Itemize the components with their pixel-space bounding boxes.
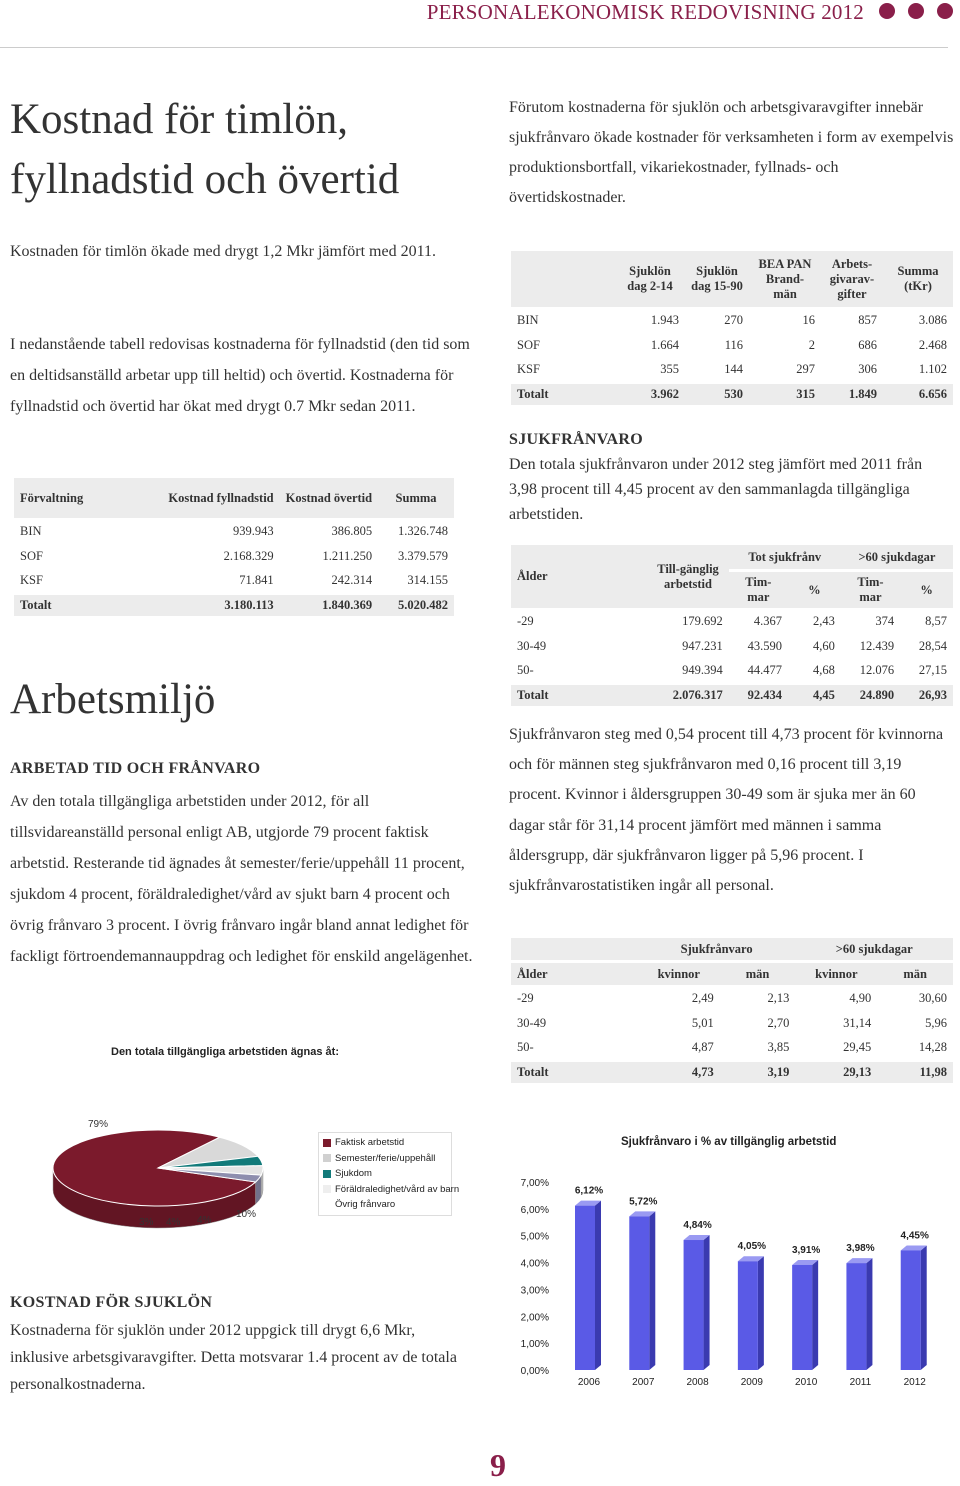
sjuklon-paragraph: Kostnaderna för sjuklön under 2012 uppgick till drygt 6,6 Mkr, inklusive arbetsgivaravgifter. Detta motsvarar 1.4 procent av de totala personalkostnaderna. [10, 1322, 457, 1393]
legend-item [323, 1151, 447, 1167]
table-cell: 4,87 [638, 1037, 720, 1059]
table-cell: 2 [749, 335, 821, 357]
sick-pay-header-cell: BEA PAN Brand-män [749, 251, 821, 307]
sick-pay-header-cell: Arbets-givarav-gifter [821, 251, 883, 307]
pie-value-label: 79% [88, 1119, 109, 1130]
table-cell: 949.394 [647, 660, 728, 682]
pie-value-label: 4% [197, 1215, 212, 1226]
legend-swatch [323, 1154, 331, 1162]
table-cell: 50- [511, 1037, 638, 1059]
bar-side [595, 1201, 601, 1370]
subhead-sjukfranvaro: SJUKFRÅNVARO [509, 431, 643, 448]
table-cell: 144 [685, 359, 749, 381]
table-cell: 12.076 [841, 660, 900, 682]
table-row [511, 359, 953, 381]
pie-value-label: 4% [166, 1217, 181, 1228]
legend-label: Föräldraledighet/vård av barn [335, 1183, 460, 1195]
table-cell: 5.020.482 [378, 595, 454, 617]
gender-table [511, 935, 953, 1086]
table-cell: 2,43 [788, 611, 841, 633]
page-title [10, 90, 490, 210]
pie-chart [40, 1118, 280, 1238]
table-cell: 1.849 [821, 384, 883, 406]
table-cell: 270 [685, 310, 749, 332]
bar-side [704, 1235, 710, 1370]
table-cell: 4.367 [729, 611, 788, 633]
table-cell: 355 [615, 359, 685, 381]
bar-side [921, 1245, 927, 1370]
table-cell: -29 [511, 988, 638, 1010]
header-title: PERSONALEKONOMISK REDOVISNING 2012 [426, 0, 864, 24]
gender-header-cell: män [877, 963, 953, 985]
table-cell: 3.180.113 [162, 595, 279, 617]
sick-pay-header-cell: Sjuklön dag 2-14 [615, 251, 685, 307]
table-row [14, 570, 454, 592]
table-cell: KSF [14, 570, 162, 592]
table-cell: 3.379.579 [378, 546, 454, 568]
gender-header-cell: >60 sjukdagar [795, 938, 953, 960]
table-cell: 2.168.329 [162, 546, 279, 568]
gender-header-cell: kvinnor [638, 963, 720, 985]
absence-header-cell: Tim-mar [841, 572, 900, 608]
table-cell: 3.086 [883, 310, 953, 332]
legend-item [323, 1182, 460, 1198]
table-row [511, 636, 953, 658]
legend-label: Semester/ferie/uppehåll [335, 1152, 436, 1164]
header-dot-icon [879, 3, 895, 19]
table-row [511, 1037, 953, 1059]
sick-pay-table [511, 248, 953, 408]
table-cell: 16 [749, 310, 821, 332]
y-tick-label: 2,00% [520, 1312, 549, 1324]
table-cell: 116 [685, 335, 749, 357]
table-cell: 12.439 [841, 636, 900, 658]
pie-value-label: 10% [236, 1209, 257, 1220]
table-cell: 1.664 [615, 335, 685, 357]
table-cell: 4,60 [788, 636, 841, 658]
bar-value-label: 4,84% [683, 1220, 712, 1232]
table-row [511, 335, 953, 357]
table-cell: 2,49 [638, 988, 720, 1010]
table-total-row [14, 595, 454, 617]
bar-chart-title: Sjukfrånvaro i % av tillgänglig arbetstid [621, 1136, 837, 1148]
legend-swatch [323, 1170, 331, 1178]
page-title-line2: fyllnadstid och övertid [10, 156, 400, 203]
table-cell: 30-49 [511, 1013, 638, 1035]
page-title-line1: Kostnad för timlön, [10, 96, 348, 143]
table-cell: 5,01 [638, 1013, 720, 1035]
table-cell: 24.890 [841, 685, 900, 707]
table-cell: 1.326.748 [378, 521, 454, 543]
table-cell: 14,28 [877, 1037, 953, 1059]
table-row [14, 521, 454, 543]
y-tick-label: 6,00% [520, 1204, 549, 1216]
absence-header-cell: Tim-mar [729, 572, 788, 608]
cost-header-cell: Kostnad fyllnadstid [162, 478, 279, 518]
table-cell: 297 [749, 359, 821, 381]
absence-header-cell: >60 sjukdagar [841, 545, 953, 569]
x-tick-label: 2007 [632, 1377, 655, 1388]
table-total-row [511, 1062, 953, 1084]
table-row [511, 988, 953, 1010]
table-cell: Totalt [511, 685, 647, 707]
pie-legend [318, 1132, 460, 1216]
absence-header-cell: Tot sjukfrånv [729, 545, 841, 569]
bar-side [758, 1256, 764, 1370]
header [0, 0, 960, 48]
pie-title: Den totala tillgängliga arbetstiden ägnas åt: [111, 1046, 339, 1058]
subhead-kostnad-sjuklon: KOSTNAD FÖR SJUKLÖN [10, 1294, 213, 1311]
table-cell: 2.076.317 [647, 685, 728, 707]
table-cell: 4,73 [638, 1062, 720, 1084]
legend-item [323, 1135, 447, 1151]
table-cell: 26,93 [900, 685, 953, 707]
x-tick-label: 2010 [795, 1377, 818, 1388]
table-cell: 27,15 [900, 660, 953, 682]
table-cell: 306 [821, 359, 883, 381]
legend-label: Övrig frånvaro [335, 1199, 396, 1211]
table-cell: 1.943 [615, 310, 685, 332]
legend-swatch [323, 1185, 331, 1193]
header-dot-icon [908, 3, 924, 19]
bar-value-label: 6,12% [574, 1185, 604, 1197]
table-row [14, 546, 454, 568]
table-cell: 315 [749, 384, 821, 406]
bar-side [866, 1258, 872, 1370]
legend-label: Faktisk arbetstid [335, 1137, 405, 1149]
table-cell: 44.477 [729, 660, 788, 682]
bar-chart [505, 1160, 955, 1400]
y-tick-label: 1,00% [520, 1339, 549, 1351]
table-cell: 31,14 [795, 1013, 877, 1035]
gender-header-cell [511, 938, 638, 960]
table-cell: 939.943 [162, 521, 279, 543]
absence-header-cell: Ålder [511, 545, 647, 608]
x-tick-label: 2006 [577, 1377, 601, 1388]
pie-svg [40, 1118, 280, 1238]
table-cell: 8,57 [900, 611, 953, 633]
bar-2006 [575, 1206, 595, 1370]
table-cell: 30,60 [877, 988, 953, 1010]
cost-header-cell: Förvaltning [14, 478, 162, 518]
table-cell: 4,68 [788, 660, 841, 682]
table-cell: SOF [511, 335, 615, 357]
table-cell: 6.656 [883, 384, 953, 406]
y-tick-label: 4,00% [520, 1258, 549, 1270]
y-tick-label: 3,00% [520, 1285, 549, 1297]
table-cell: 1.102 [883, 359, 953, 381]
absence-header-cell: Till-gänglig arbetstid [647, 545, 728, 608]
table-cell: 11,98 [877, 1062, 953, 1084]
table-cell: -29 [511, 611, 647, 633]
table-cell: 1.211.250 [280, 546, 378, 568]
bar-2010 [792, 1265, 812, 1370]
x-tick-label: 2012 [903, 1377, 926, 1388]
gender-header-cell: Ålder [511, 963, 638, 985]
table-total-row [511, 384, 953, 406]
cost-header-cell: Kostnad övertid [280, 478, 378, 518]
bar-value-label: 5,72% [629, 1196, 658, 1208]
page-number: 9 [490, 1447, 506, 1483]
bar-value-label: 3,91% [791, 1244, 821, 1256]
x-tick-label: 2011 [849, 1377, 872, 1388]
x-tick-label: 2008 [686, 1377, 709, 1388]
table-cell: 386.805 [280, 521, 378, 543]
legend-label: Sjukdom [335, 1168, 372, 1180]
table-cell: 5,96 [877, 1013, 953, 1035]
table-cell: 30-49 [511, 636, 647, 658]
table-cell: 947.231 [647, 636, 728, 658]
table-cell: 28,54 [900, 636, 953, 658]
table-cell: 857 [821, 310, 883, 332]
y-tick-label: 5,00% [520, 1231, 549, 1243]
gender-header-cell: män [720, 963, 796, 985]
cost-header-cell: Summa [378, 478, 454, 518]
intro-paragraph: Förutom kostnaderna för sjuklön och arbetsgivaravgifter innebär sjukfrånvaro ökade kostnader för verksamheten i form av exempelvis produktionsbortfall, vikariekostnader, fyllnads- och övertidskostnader. [509, 99, 954, 206]
table-cell: 3,19 [720, 1062, 796, 1084]
table-cell: Totalt [511, 1062, 638, 1084]
table-cell: 29,45 [795, 1037, 877, 1059]
table-cell: 2,13 [720, 988, 796, 1010]
subhead-arbetad-tid: ARBETAD TID OCH FRÅNVARO [10, 760, 261, 777]
table-cell: 29,13 [795, 1062, 877, 1084]
bar-value-label: 4,05% [737, 1241, 767, 1253]
table-row [511, 611, 953, 633]
table-cell: 2,70 [720, 1013, 796, 1035]
table-cell: 1.840.369 [280, 595, 378, 617]
table-cell: 686 [821, 335, 883, 357]
legend-item [323, 1166, 447, 1182]
table-cell: BIN [14, 521, 162, 543]
table-cell: 4,90 [795, 988, 877, 1010]
timlon-paragraph: Kostnaden för timlön ökade med drygt 1,2 Mkr jämfört med 2011. [10, 243, 436, 260]
pie-value-label: 3% [139, 1217, 154, 1228]
bar-2011 [846, 1263, 866, 1370]
legend-swatch [323, 1201, 331, 1209]
sick-pay-header-cell [511, 251, 615, 307]
bar-side [649, 1211, 655, 1370]
section-title: Arbetsmiljö [10, 676, 216, 723]
cost-table [14, 475, 454, 619]
table-cell: 4,45 [788, 685, 841, 707]
header-divider [0, 47, 948, 48]
fyllnadstid-paragraph: I nedanstående tabell redovisas kostnaderna för fyllnadstid (den tid som en deltidsanställd arbetar upp till heltid) och övertid. Kostnaderna för fyllnadstid och övertid har ökat med drygt 0.7 Mkr sedan 2011. [10, 336, 470, 415]
bar-value-label: 3,98% [846, 1243, 875, 1255]
table-row [511, 1013, 953, 1035]
bar-2007 [629, 1216, 649, 1370]
table-cell: 3.962 [615, 384, 685, 406]
sick-pay-header-cell: Summa (tKr) [883, 251, 953, 307]
table-cell: 92.434 [729, 685, 788, 707]
table-cell: 179.692 [647, 611, 728, 633]
table-cell: KSF [511, 359, 615, 381]
bar-2012 [901, 1250, 921, 1370]
table-cell: 3,85 [720, 1037, 796, 1059]
absence-header-cell: % [900, 572, 953, 608]
bar-2008 [684, 1240, 704, 1370]
table-row [511, 660, 953, 682]
x-tick-label: 2009 [740, 1377, 763, 1388]
y-tick-label: 7,00% [520, 1178, 549, 1189]
table-cell: 43.590 [729, 636, 788, 658]
y-tick-label: 0,00% [520, 1366, 549, 1377]
gender-header-cell: Sjukfrånvaro [638, 938, 796, 960]
legend-swatch [323, 1139, 331, 1147]
table-cell: BIN [511, 310, 615, 332]
table-cell: 530 [685, 384, 749, 406]
bar-2009 [738, 1261, 758, 1370]
table-cell: 50- [511, 660, 647, 682]
absence-table [511, 542, 953, 709]
table-cell: SOF [14, 546, 162, 568]
table-cell: Totalt [14, 595, 162, 617]
table-cell: 2.468 [883, 335, 953, 357]
bar-side [812, 1260, 818, 1370]
absence-header-cell: % [788, 572, 841, 608]
bar-value-label: 4,45% [900, 1230, 929, 1242]
bar-chart-svg [505, 1160, 955, 1400]
table-cell: 374 [841, 611, 900, 633]
gender-paragraph: Sjukfrånvaron steg med 0,54 procent till 4,73 procent för kvinnorna och för männen steg sjukfrånvaron med 0,16 procent till 3,19 procent. Kvinnor i åldersgruppen 30-49 som är sjuka mer än 60 dagar står för 31,14 procent jämfört med männen i samma åldersgrupp, där sjukfrånvaron ligger på 5,96 procent. I sjukfrånvarostatistiken ingår all personal. [509, 726, 944, 895]
sjukfranvaro-paragraph: Den totala sjukfrånvaron under 2012 steg jämfört med 2011 från 3,98 procent till 4,45 procent av den sammanlagda tillgängliga arbetstiden. [509, 456, 923, 523]
table-row [511, 310, 953, 332]
table-total-row [511, 685, 953, 707]
sick-pay-header-cell: Sjuklön dag 15-90 [685, 251, 749, 307]
table-cell: 314.155 [378, 570, 454, 592]
table-cell: 71.841 [162, 570, 279, 592]
table-cell: 242.314 [280, 570, 378, 592]
header-dot-icon [937, 3, 953, 19]
arbetad-tid-paragraph: Av den totala tillgängliga arbetstiden under 2012, för all tillsvidareanställd personal enligt AB, utgjorde 79 procent faktisk arbetstid. Resterande tid ägnades åt semester/ferie/uppehåll 11 procent, sjukdom 4 procent, föräldraledighet/vård av sjukt barn 4 procent och övrig frånvaro 3 procent. I övrig frånvaro ingår bland annat ledighet för fackligt förtroendemannauppdrag och ledighet för enskild angelägenhet. [10, 793, 473, 965]
legend-item [323, 1197, 447, 1213]
gender-header-cell: kvinnor [795, 963, 877, 985]
table-cell: Totalt [511, 384, 615, 406]
